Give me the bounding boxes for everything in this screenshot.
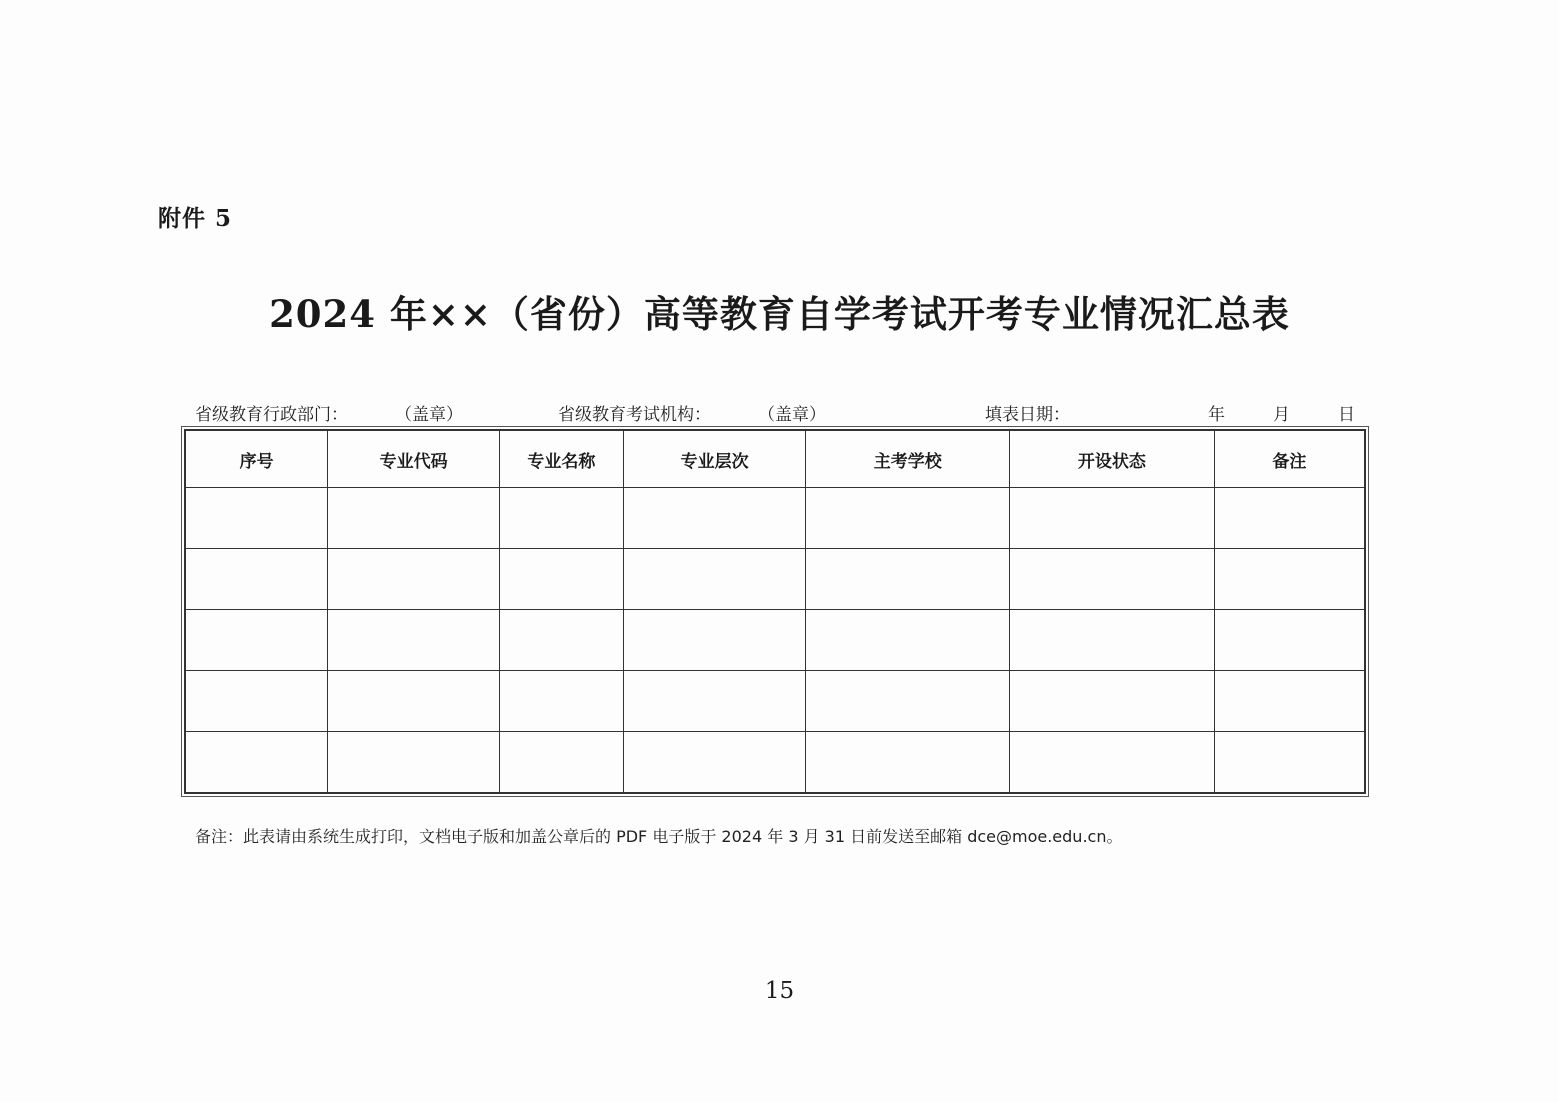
table-cell: [185, 732, 328, 794]
page-number: 15: [764, 978, 795, 1004]
column-header-status: 开设状态: [1010, 430, 1215, 488]
table-cell: [806, 488, 1010, 549]
table-cell: [499, 732, 623, 794]
table-cell: [623, 732, 806, 794]
table-cell: [328, 488, 500, 549]
column-header-serial-number: 序号: [185, 430, 328, 488]
exam-org-label: 省级教育考试机构：: [558, 405, 711, 425]
table-cell: [499, 610, 623, 671]
table-row: [185, 732, 1365, 794]
table-row: [185, 549, 1365, 610]
table-header-row: [185, 430, 1365, 488]
month-label: 月: [1273, 405, 1290, 425]
table-cell: [328, 671, 500, 732]
table-row: [185, 610, 1365, 671]
admin-dept-seal: （盖章）: [395, 405, 463, 425]
table-cell: [1010, 732, 1215, 794]
table-cell: [623, 488, 806, 549]
admin-dept-label: 省级教育行政部门：: [195, 405, 348, 425]
table-cell: [185, 671, 328, 732]
table-cell: [1010, 488, 1215, 549]
table-cell: [499, 549, 623, 610]
year-label: 年: [1208, 405, 1225, 425]
table-cell: [1010, 671, 1215, 732]
attachment-label: 附件 5: [158, 205, 233, 232]
table-cell: [1010, 610, 1215, 671]
table-cell: [499, 488, 623, 549]
table-cell: [328, 732, 500, 794]
table-row: [185, 671, 1365, 732]
table-cell: [623, 671, 806, 732]
table-cell: [328, 610, 500, 671]
table-cell: [185, 488, 328, 549]
summary-table: [184, 429, 1366, 794]
table-cell: [499, 671, 623, 732]
table-row: [185, 488, 1365, 549]
table-cell: [623, 549, 806, 610]
column-header-host-school: 主考学校: [806, 430, 1010, 488]
table-cell: [1214, 549, 1365, 610]
column-header-remarks: 备注: [1214, 430, 1365, 488]
table-cell: [806, 610, 1010, 671]
table-cell: [1214, 610, 1365, 671]
table-cell: [185, 610, 328, 671]
table-cell: [806, 732, 1010, 794]
table-cell: [185, 549, 328, 610]
document-title: 2024 年××（省份）高等教育自学考试开考专业情况汇总表: [269, 292, 1290, 336]
table-cell: [1214, 488, 1365, 549]
exam-org-seal: （盖章）: [758, 405, 826, 425]
table-cell: [623, 610, 806, 671]
table-cell: [1214, 732, 1365, 794]
column-header-major-code: 专业代码: [328, 430, 500, 488]
fill-date-label: 填表日期：: [985, 405, 1070, 425]
day-label: 日: [1338, 405, 1355, 425]
table-cell: [1214, 671, 1365, 732]
table-cell: [328, 549, 500, 610]
table-cell: [1010, 549, 1215, 610]
footnote-remark: 备注：此表请由系统生成打印，文档电子版和加盖公章后的 PDF 电子版于 2024 年 3 月 31 日前发送至邮箱 dce@moe.edu.cn。: [195, 827, 1123, 846]
table-cell: [806, 549, 1010, 610]
table-cell: [806, 671, 1010, 732]
column-header-major-name: 专业名称: [499, 430, 623, 488]
column-header-major-level: 专业层次: [623, 430, 806, 488]
